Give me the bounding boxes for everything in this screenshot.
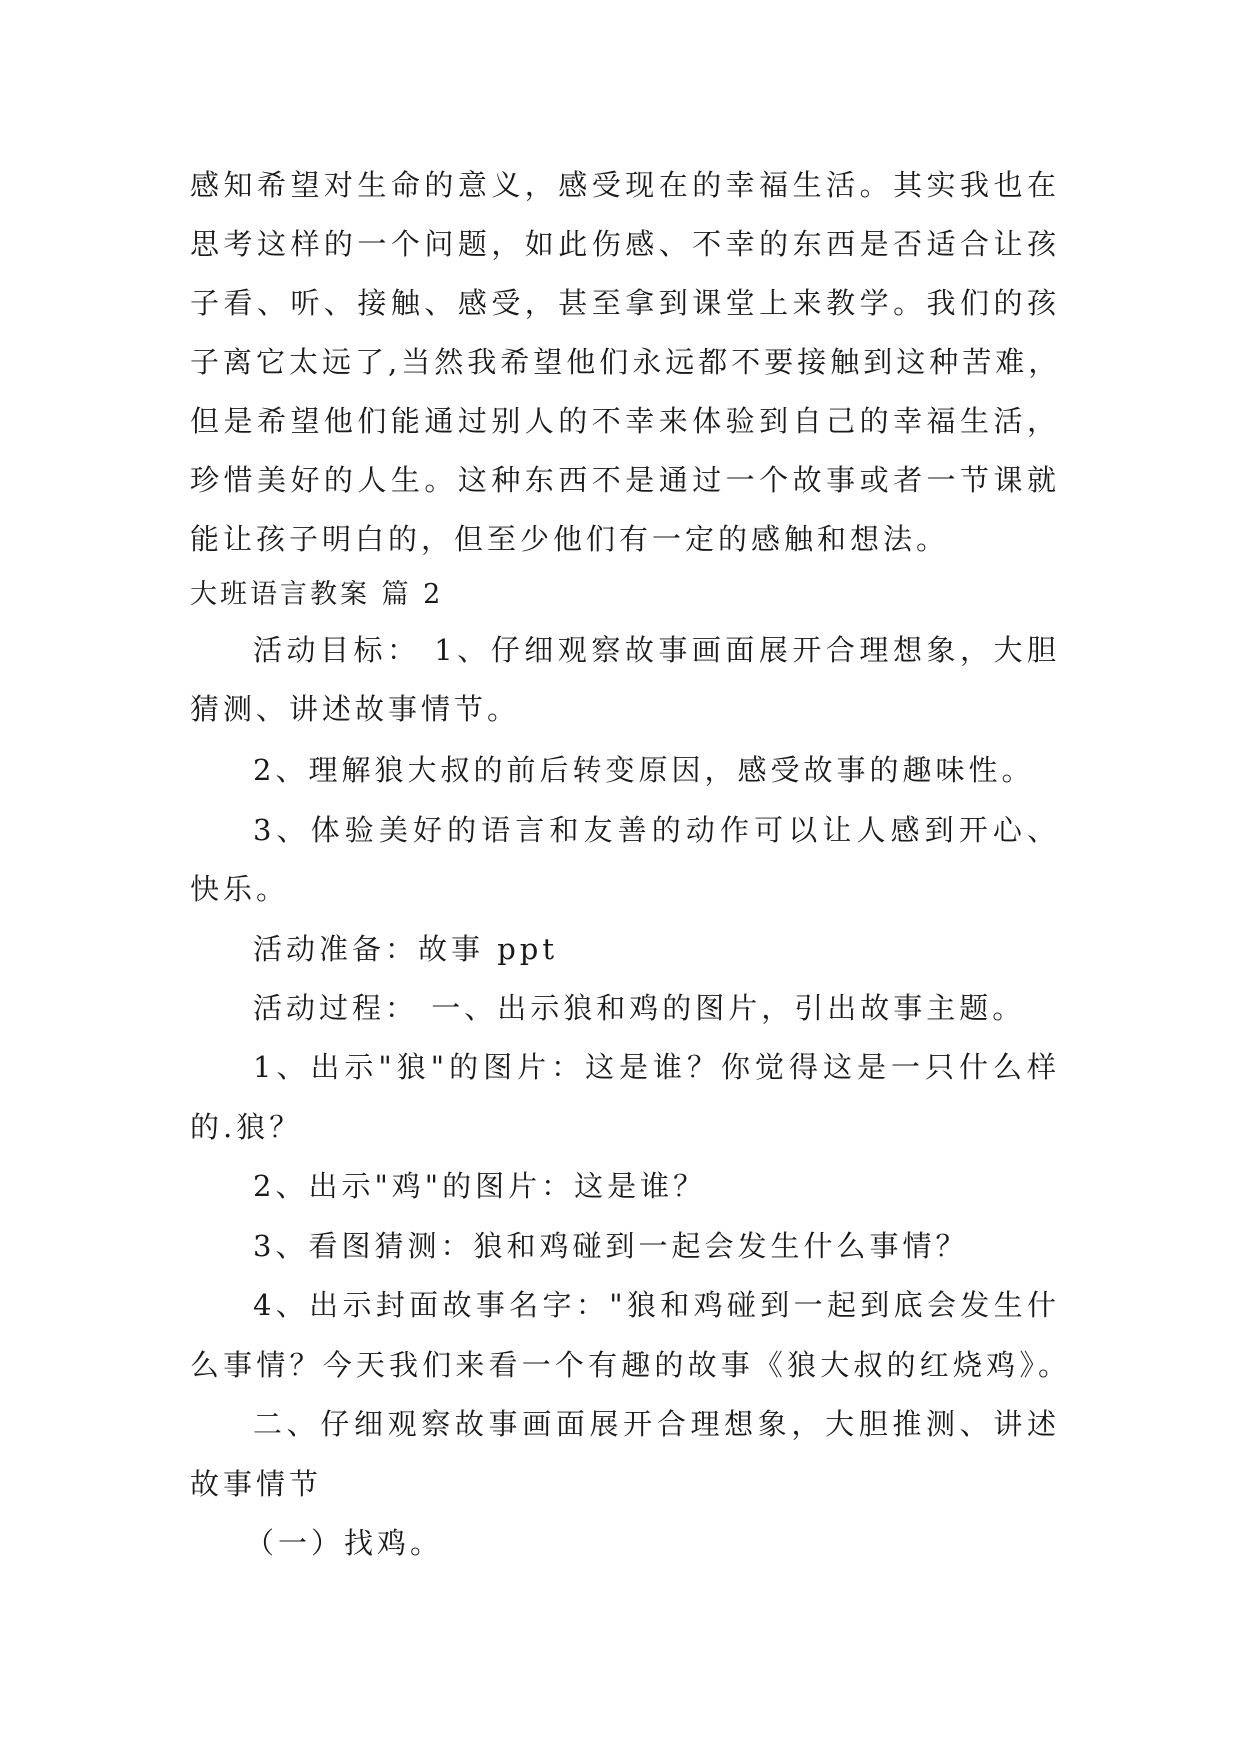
paragraph-line: （一）找鸡。 [245,1526,444,1560]
paragraph-line: 猜测、讲述故事情节。 [190,692,521,726]
paragraph-line: 故事情节 [190,1467,323,1501]
paragraph-line: 的.狼？ [190,1110,303,1144]
paragraph-line: 感知希望对生命的意义，感受现在的幸福生活。其实我也在 [190,168,1060,202]
paragraph-line: 快乐。 [190,872,290,906]
section-heading: 大班语言教案 篇 2 [190,579,444,610]
paragraph-line: 么事情？今天我们来看一个有趣的故事《狼大叔的红烧鸡》。 [190,1348,1070,1382]
paragraph-line: 活动准备：故事 ppt [253,932,559,966]
paragraph-line: 1、出示"狼"的图片：这是谁？你觉得这是一只什么样 [253,1050,1060,1084]
paragraph-line: 能让孩子明白的，但至少他们有一定的感触和想法。 [190,522,950,556]
paragraph-line: 子看、听、接触、感受，甚至拿到课堂上来教学。我们的孩 [190,286,1060,320]
paragraph-line: 思考这样的一个问题，如此伤感、不幸的东西是否适合让孩 [190,227,1060,261]
paragraph-line: 2、出示"鸡"的图片：这是谁？ [253,1169,707,1203]
paragraph-line: 3、看图猜测：狼和鸡碰到一起会发生什么事情？ [253,1229,969,1263]
paragraph-line: 子离它太远了,当然我希望他们永远都不要接触到这种苦难， [190,345,1062,379]
paragraph-line: 但是希望他们能通过别人的不幸来体验到自己的幸福生活， [190,404,1060,438]
paragraph-line: 活动目标： 1、仔细观察故事画面展开合理想象，大胆 [253,633,1060,667]
paragraph-line: 4、出示封面故事名字："狼和鸡碰到一起到底会发生什 [253,1288,1060,1322]
paragraph-line: 二、仔细观察故事画面展开合理想象，大胆推测、讲述 [253,1407,1060,1441]
paragraph-line: 3、体验美好的语言和友善的动作可以让人感到开心、 [253,813,1060,847]
paragraph-line: 珍惜美好的人生。这种东西不是通过一个故事或者一节课就 [190,463,1060,497]
paragraph-line: 2、理解狼大叔的前后转变原因，感受故事的趣味性。 [253,753,1035,787]
paragraph-line: 活动过程： 一、出示狼和鸡的图片，引出故事主题。 [253,991,1026,1025]
